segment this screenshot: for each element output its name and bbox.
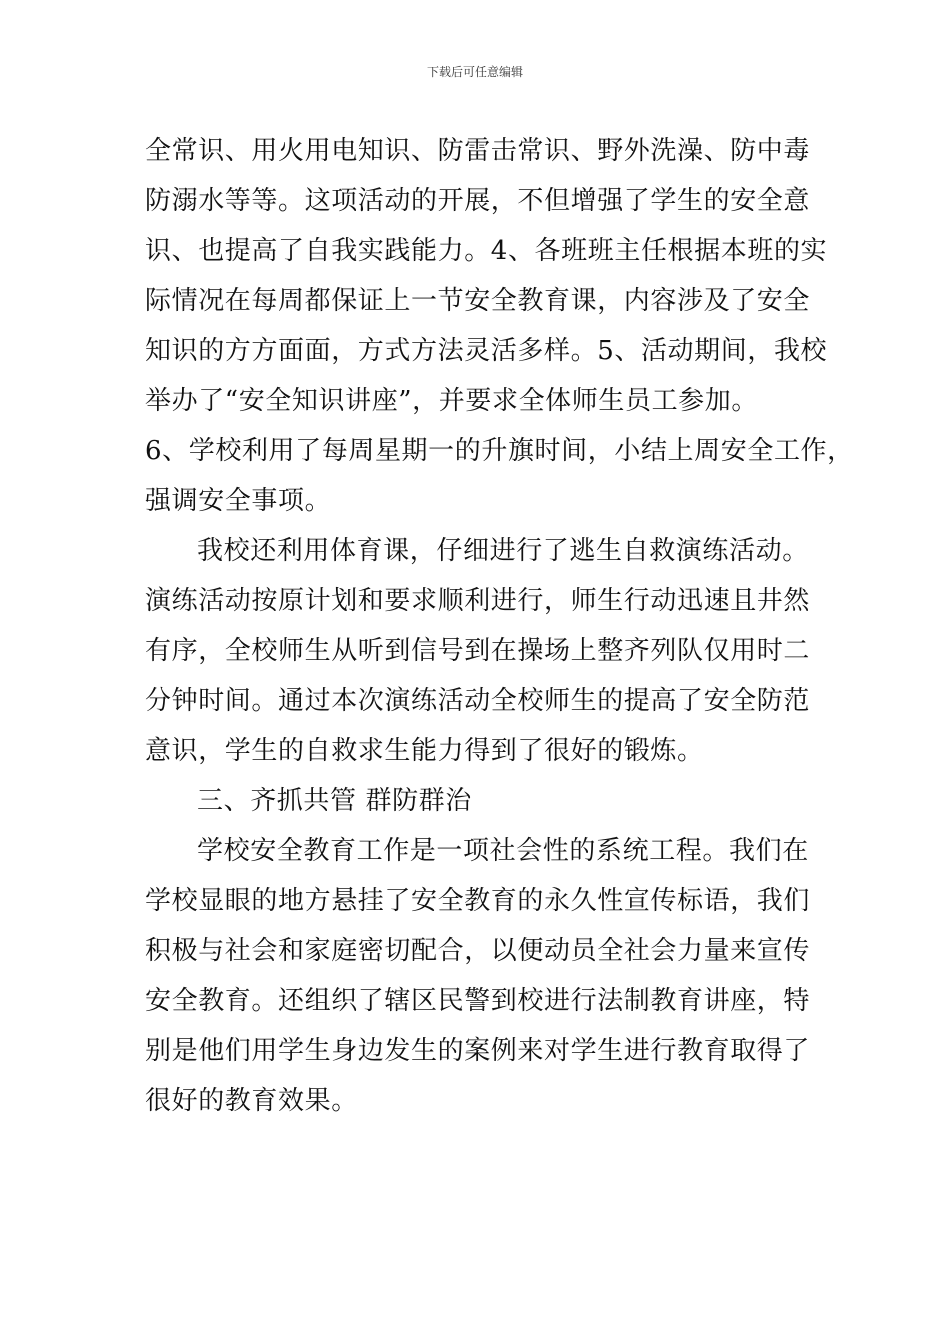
text-line: 际情况在每周都保证上一节安全教育课，内容涉及了安全 bbox=[145, 286, 811, 316]
text-line: 演练活动按原计划和要求顺利进行，师生行动迅速且井然 bbox=[145, 586, 811, 616]
text-line: 很好的教育效果。 bbox=[145, 1086, 358, 1116]
text-line: 积极与社会和家庭密切配合，以便动员全社会力量来宣传 bbox=[145, 936, 811, 966]
text-line: 意识，学生的自救求生能力得到了很好的锻炼。 bbox=[145, 736, 704, 766]
text-line: 全常识、用火用电知识、防雷击常识、野外洗澡、防中毒 bbox=[145, 136, 811, 166]
section-heading: 三、齐抓共管 群防群治 bbox=[197, 786, 472, 816]
paragraph-first-line: 我校还利用体育课，仔细进行了逃生自救演练活动。 bbox=[197, 536, 809, 566]
text-line: 安全教育。还组织了辖区民警到校进行法制教育讲座，特 bbox=[145, 986, 811, 1016]
text-line: 举办了“安全知识讲座”，并要求全体师生员工参加。 bbox=[145, 386, 758, 416]
text-line: 防溺水等等。这项活动的开展，不但增强了学生的安全意 bbox=[145, 186, 811, 216]
text-line: 6、学校利用了每周星期一的升旗时间，小结上周安全工作， bbox=[145, 436, 854, 466]
text-line: 强调安全事项。 bbox=[145, 486, 332, 516]
text-line: 学校显眼的地方悬挂了安全教育的永久性宣传标语，我们 bbox=[145, 886, 811, 916]
paragraph-first-line: 学校安全教育工作是一项社会性的系统工程。我们在 bbox=[197, 836, 809, 866]
text-line: 识、也提高了自我实践能力。4、各班班主任根据本班的实 bbox=[145, 236, 828, 266]
text-line: 知识的方方面面，方式方法灵活多样。5、活动期间，我校 bbox=[145, 336, 828, 366]
text-line: 分钟时间。通过本次演练活动全校师生的提高了安全防范 bbox=[145, 686, 811, 716]
text-line: 别是他们用学生身边发生的案例来对学生进行教育取得了 bbox=[145, 1036, 811, 1066]
text-line: 有序，全校师生从听到信号到在操场上整齐列队仅用时二 bbox=[145, 636, 811, 666]
page-header-note: 下载后可任意编辑 bbox=[426, 65, 523, 79]
document-body bbox=[145, 126, 854, 1126]
